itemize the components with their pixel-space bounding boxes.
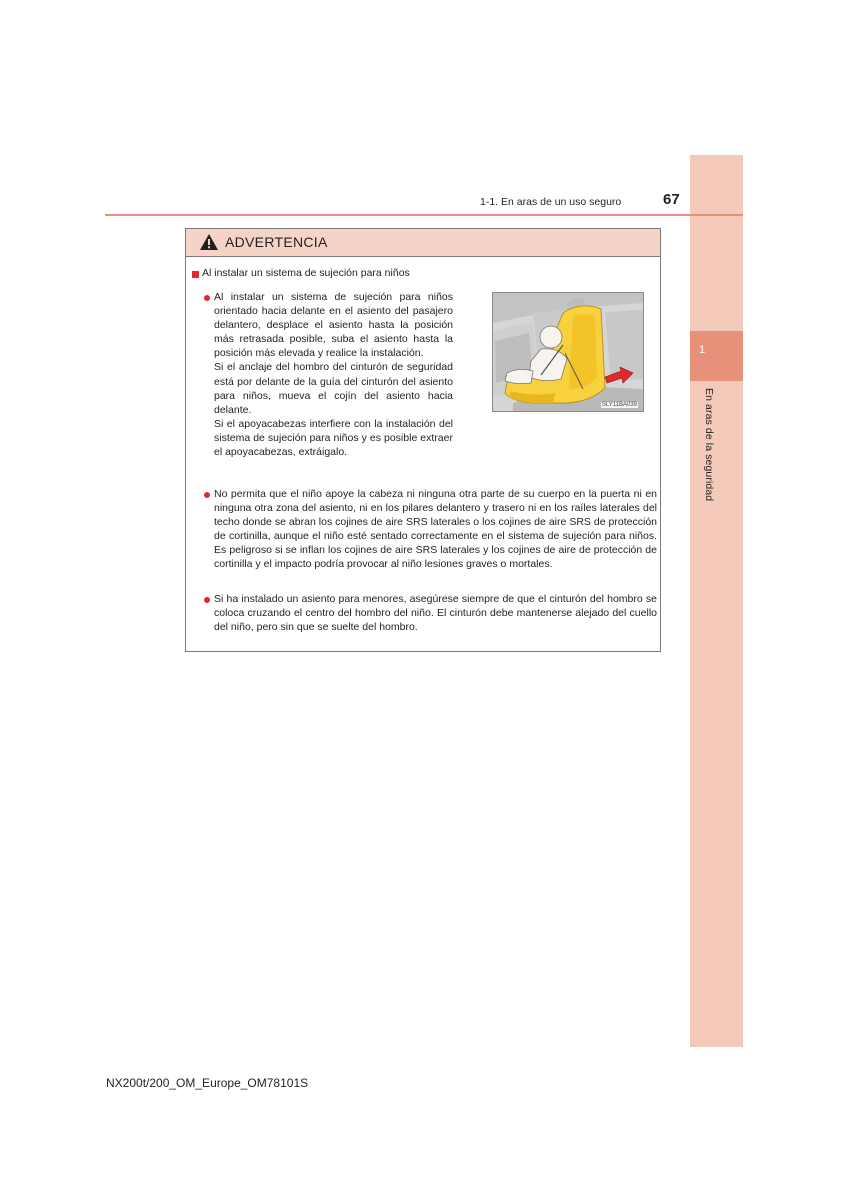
child-seat-drawing [493,293,643,411]
footer-doc-code: NX200t/200_OM_Europe_OM78101S [106,1076,309,1090]
bullet-dot-icon [204,597,210,603]
chapter-number: 1 [699,344,706,356]
child-seat-illustration [492,292,644,412]
warning-box [185,228,661,652]
bullet-item: Si ha instalado un asiento para menores, asegúrese siempre de que el cinturón del hombro se coloca cruzando el centro del hombro del niño. El cinturón debe mantenerse alejado del cuello del niño, pero sin que se suelte del hombro. [214,593,657,634]
bullet1-para1: Al instalar un sistema de sujeción para niños orientado hacia delante en el asiento del pasajero delantero, desplace el asiento hasta la posición más retrasada posible, suba el asiento hasta la posición más elevada y realice la instalación. [214,291,453,360]
chapter-title: En aras de la seguridad [703,388,715,502]
warning-header [186,229,660,257]
chapter-tab-marker [690,331,743,381]
bullet1-para2: Si el anclaje del hombro del cinturón de seguridad está por delante de la guía del cinturón del asiento para niños, mueva el cojín del asiento hacia delante. [214,361,453,416]
heading-square-icon [192,271,199,278]
bullet1-para3: Si el apoyacabezas interfiere con la instalación del sistema de sujeción para niños y es posible extraer el apoyacabezas, extráigalo. [214,417,453,459]
bullet-item: No permita que el niño apoye la cabeza ni ninguna otra parte de su cuerpo en la puerta ni en ninguna otra zona del asiento, ni en los pilares delantero y trasero ni en los raíles laterales del techo donde se abran los cojines de aire SRS laterales o los cojines de aire SRS de protección de cortinilla, aunque el niño esté sentado correctamente en el sistema de sujeción para niños. Es peligroso si se inflan los cojines de aire SRS laterales y los cojines de aire de protección de cortinilla y el impacto podría provocar al niño lesiones graves o mortales. [214,488,657,571]
header-rule [105,214,743,216]
warning-triangle-icon [199,233,219,251]
warning-title: ADVERTENCIA [225,234,328,250]
chapter-side-tab [690,155,743,1047]
bullet-dot-icon [204,492,210,498]
figure-code: SLY11BA039 [601,402,637,408]
bullet-item [214,290,453,459]
bullet-dot-icon [204,295,210,301]
warning-heading: Al instalar un sistema de sujeción para niños [202,267,410,279]
page-number: 67 [663,191,680,208]
section-title: 1-1. En aras de un uso seguro [480,196,622,208]
